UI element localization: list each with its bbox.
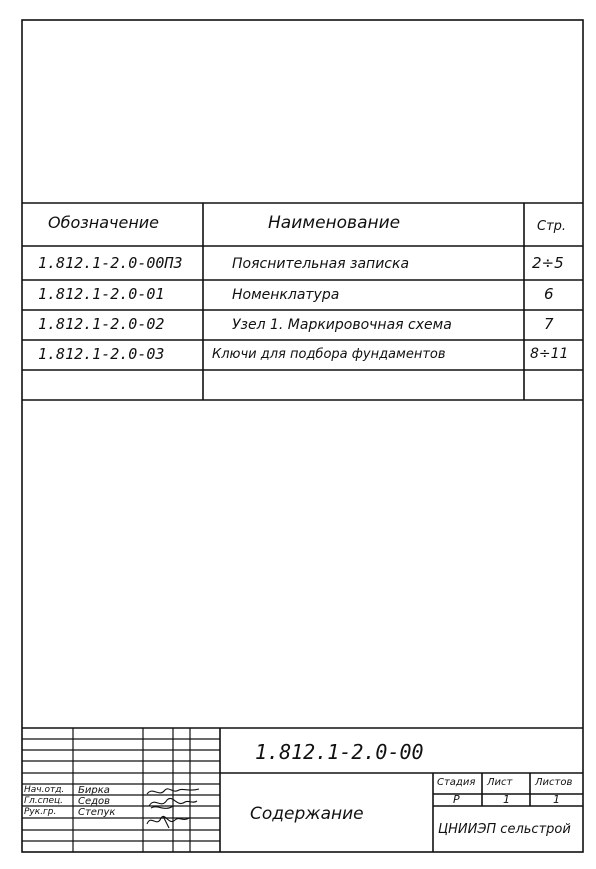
header-designation: Обозначение bbox=[48, 213, 160, 232]
row-name: Ключи для подбора фундаментов bbox=[212, 347, 446, 362]
row-name: Пояснительная записка bbox=[232, 256, 410, 272]
signatures-image bbox=[143, 784, 203, 832]
row-name: Номенклатура bbox=[232, 287, 340, 303]
signatory-role: Нач.отд. bbox=[24, 785, 65, 795]
signatory-name: Седов bbox=[78, 796, 111, 807]
signatory-name: Бирка bbox=[78, 785, 110, 796]
row-designation: 1.812.1-2.0-03 bbox=[38, 345, 165, 363]
header-page: Стр. bbox=[537, 219, 567, 234]
signatory-role: Гл.спец. bbox=[24, 796, 63, 806]
header-name: Наименование bbox=[268, 213, 401, 233]
row-page: 2÷5 bbox=[532, 254, 564, 272]
signatory-role: Рук.гр. bbox=[24, 807, 57, 817]
sheets-value: 1 bbox=[553, 793, 560, 806]
row-designation: 1.812.1-2.0-00ПЗ bbox=[38, 254, 183, 272]
sheets-label: Листов bbox=[535, 777, 573, 788]
sheet-title: Содержание bbox=[250, 804, 364, 824]
document-code: 1.812.1-2.0-00 bbox=[255, 740, 424, 764]
signatory-name: Степук bbox=[78, 807, 116, 818]
row-name: Узел 1. Маркировочная схема bbox=[232, 317, 452, 333]
row-page: 8÷11 bbox=[530, 346, 569, 362]
stage-label: Стадия bbox=[437, 777, 476, 788]
sheet-label: Лист bbox=[487, 777, 513, 788]
row-page: 6 bbox=[544, 285, 554, 303]
row-page: 7 bbox=[544, 315, 554, 333]
row-designation: 1.812.1-2.0-02 bbox=[38, 315, 165, 333]
stage-value: Р bbox=[453, 793, 460, 806]
organization: ЦНИИЭП сельстрой bbox=[438, 822, 571, 837]
sheet-value: 1 bbox=[503, 793, 510, 806]
row-designation: 1.812.1-2.0-01 bbox=[38, 285, 165, 303]
